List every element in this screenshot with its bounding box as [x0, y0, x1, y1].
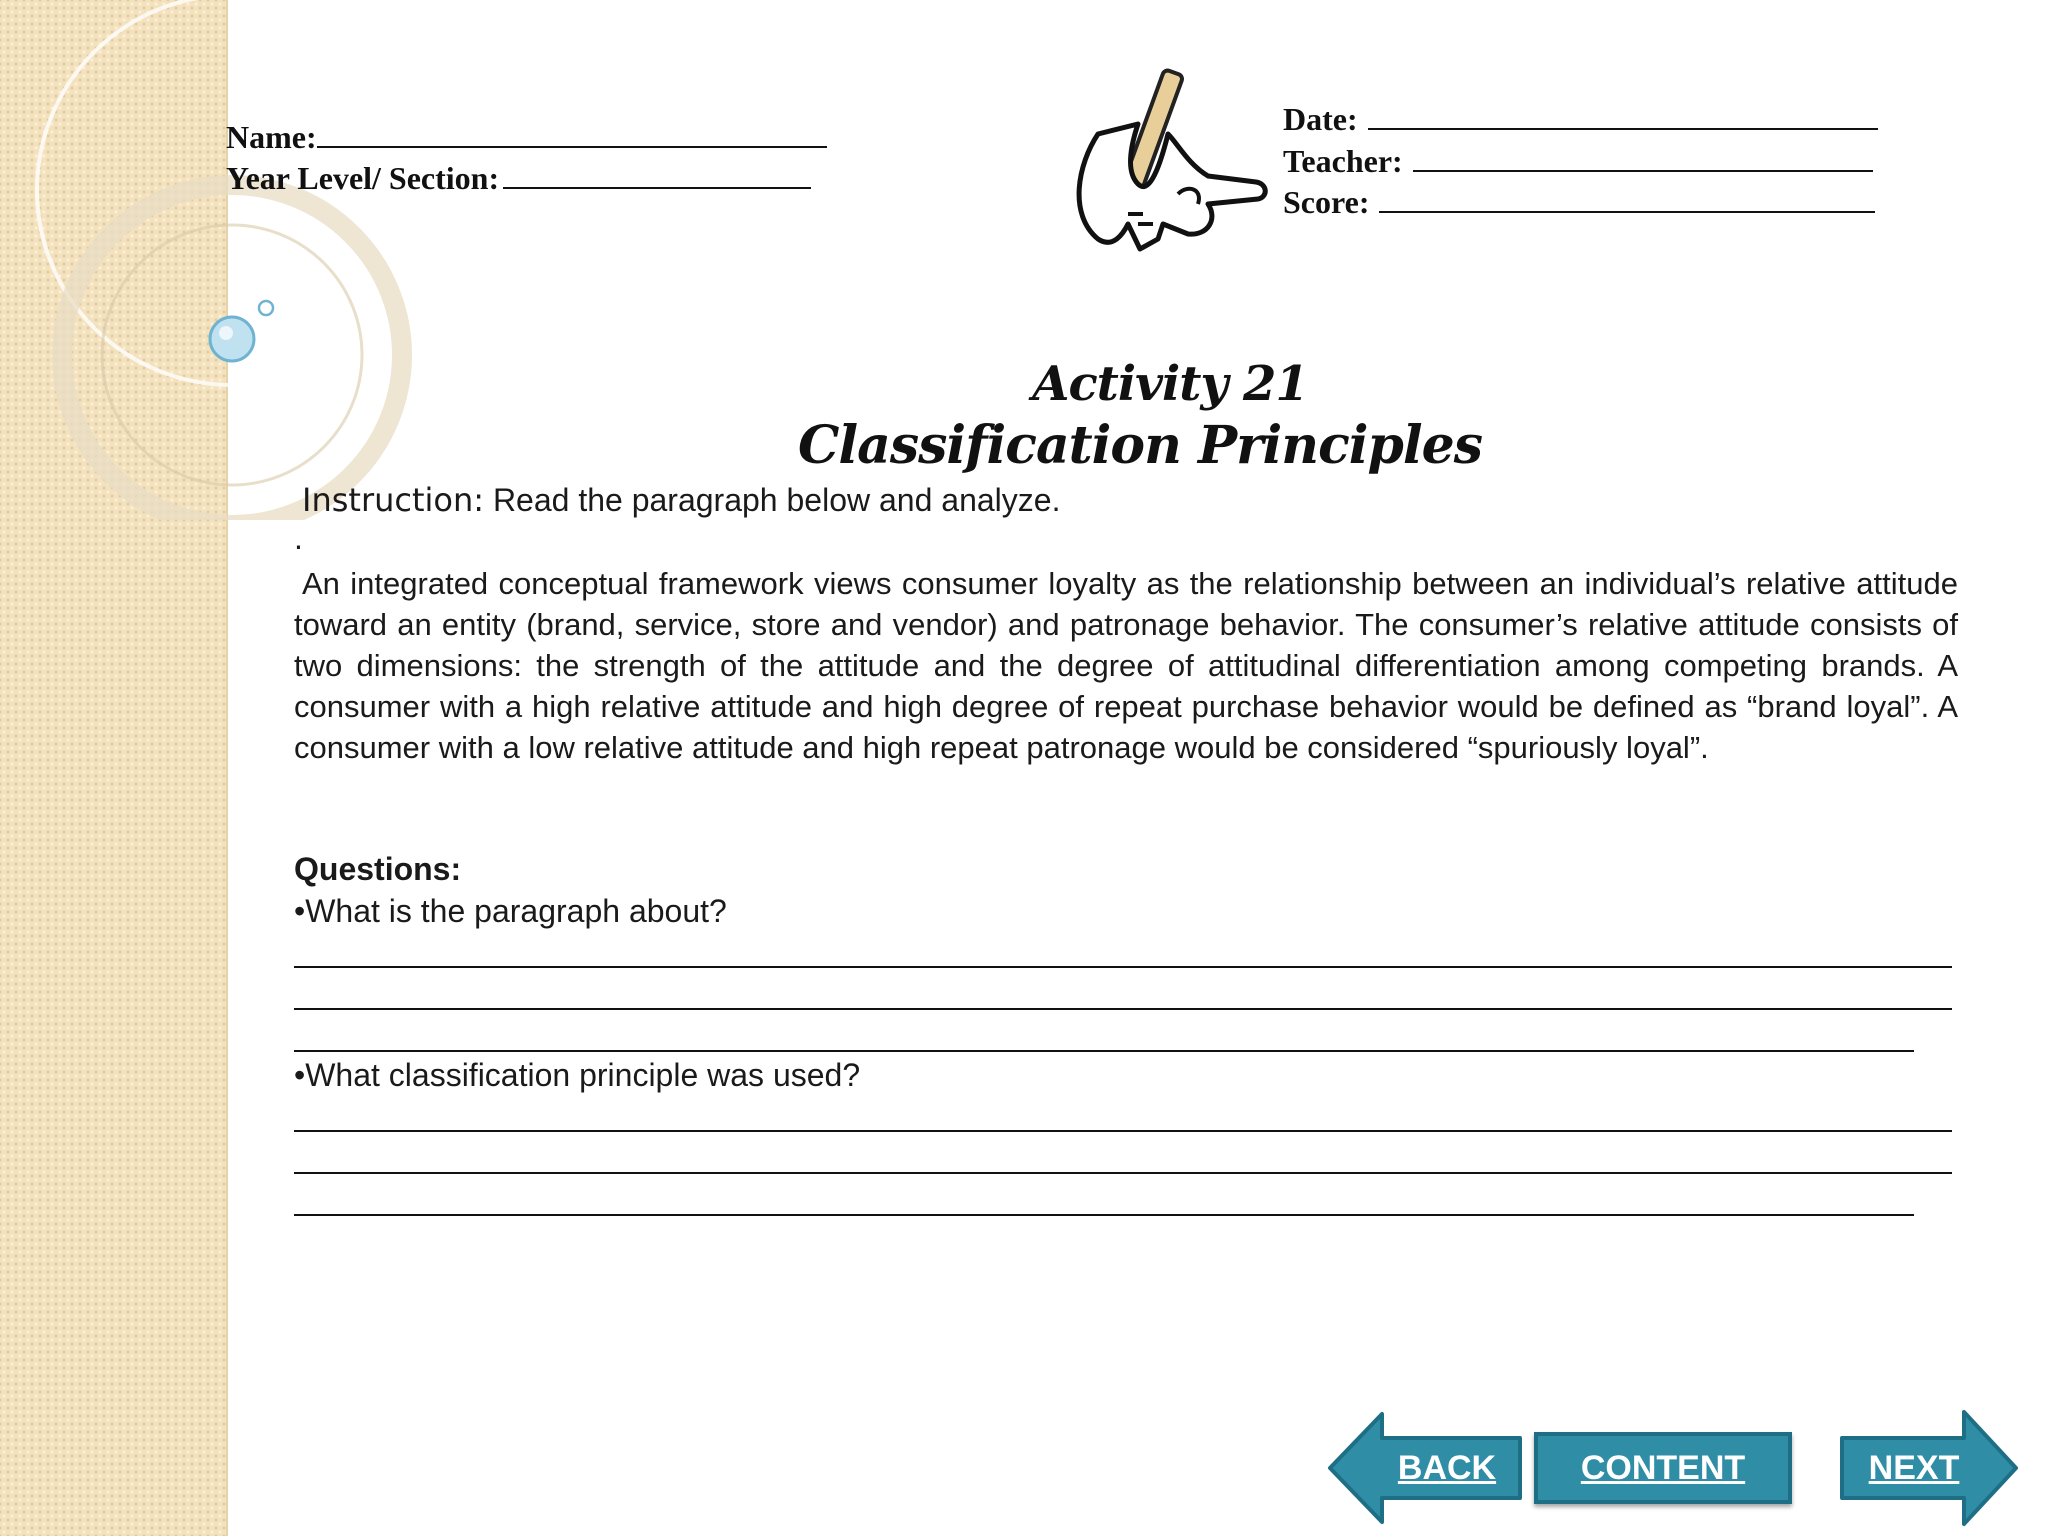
name-label: Name: — [226, 119, 317, 155]
separator-dot: . — [294, 520, 303, 556]
activity-topic-title: Classification Principles — [798, 415, 1482, 476]
teacher-field — [1283, 140, 1873, 180]
answer-line-1c[interactable] — [294, 1050, 1914, 1052]
decorative-circles — [0, 0, 420, 520]
score-blank[interactable] — [1379, 181, 1875, 213]
date-blank[interactable] — [1368, 98, 1878, 130]
name-blank[interactable] — [317, 116, 827, 148]
questions-heading: Questions: — [294, 851, 462, 887]
year-section-blank[interactable] — [503, 157, 811, 189]
activity-number-title: Activity 21 — [1032, 356, 1308, 412]
name-field — [226, 116, 827, 156]
back-button[interactable]: BACK — [1397, 1448, 1497, 1487]
content-button[interactable]: CONTENT — [1534, 1432, 1792, 1504]
date-field — [1283, 98, 1878, 138]
answer-line-1a[interactable] — [294, 966, 1952, 968]
answer-line-2c[interactable] — [294, 1214, 1914, 1216]
reading-paragraph: An integrated conceptual framework views consumer loyalty as the relationship between an individual’s relative attitude toward an entity (brand, service, store and vendor) and patronage behavior. The consumer’s relative attitude consists of two dimensions: the strength of the attitude and the degree of attitudinal differentiation among competing brands. A consumer with a high relative attitude and high degree of repeat purchase behavior would be defined as “brand loyal”. A consumer with a low relative attitude and high repeat patronage would be considered “spuriously loyal”. — [294, 566, 1958, 765]
answer-line-2a[interactable] — [294, 1130, 1952, 1132]
date-label: Date: — [1283, 101, 1358, 137]
score-field — [1283, 181, 1875, 221]
year-section-field — [226, 157, 811, 197]
instruction — [302, 481, 1060, 519]
teacher-label: Teacher: — [1283, 143, 1403, 179]
writing-hand-icon — [1068, 64, 1278, 256]
question-1: •What is the paragraph about? — [294, 893, 727, 929]
teacher-blank[interactable] — [1413, 140, 1873, 172]
instruction-label: Instruction: — [302, 481, 485, 519]
answer-line-2b[interactable] — [294, 1172, 1952, 1174]
year-section-label: Year Level/ Section: — [226, 160, 500, 196]
answer-line-1b[interactable] — [294, 1008, 1952, 1010]
score-label: Score: — [1283, 184, 1370, 220]
question-2: •What classification principle was used? — [294, 1057, 861, 1093]
next-button[interactable]: NEXT — [1868, 1448, 1960, 1487]
instruction-text: Read the paragraph below and analyze. — [484, 482, 1061, 518]
